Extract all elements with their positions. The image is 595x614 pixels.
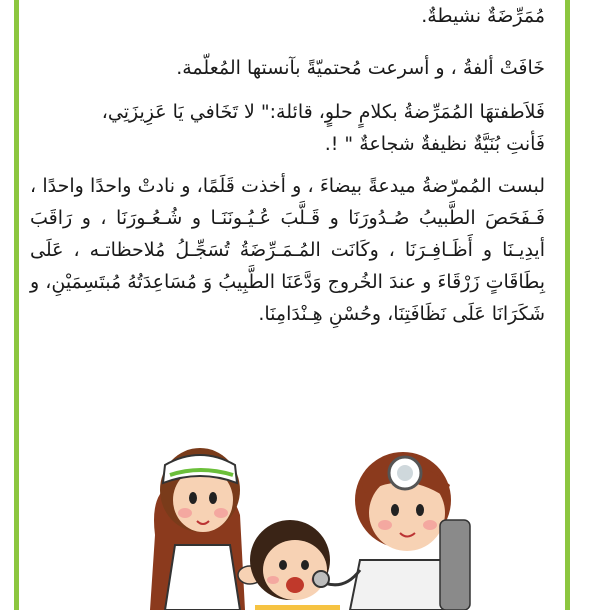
- story-paragraph-2: خَافَتْ ألفةُ ، و أسرعت مُحتميّةً بآنستها المُعلّمة.: [176, 57, 545, 79]
- nurse-figure: [150, 448, 262, 610]
- child-figure: [250, 520, 340, 610]
- head-mirror-icon: [389, 457, 421, 489]
- story-line-top: مُمَرِّضَةٌ نشيطةٌ.: [421, 5, 545, 27]
- page-border-right: [565, 0, 570, 610]
- story-paragraph-4: لبست المُمرّضةُ ميدعةً بيضاءَ ، و أخذت قَلَمًا، و نادتْ واحدًا واحدًا ، فَـفَحَصَ الطَّبيبُ صُـدُورَنَا و قَـلَّبَ عُـيُـونَنَـا و شُـعُـورَنَا ، و رَاقَبَ أيدِيـنَا و أَظَـافِـرَنَا ، وكَانَت المُـمَـرِّضَةُ تُسَجِّـلُ مُلاحظاتـه ، عَلَى بِطَاقَاتٍ زَرْقَاءَ و عندَ الخُروج وَدَّعَنَا الطَّبِيبُ وَ مُسَاعِدَتُهُ مُبتَسِمَيْنِ، و شَكَرَانَا عَلَى نَظَافَتِنَا، وحُسْنِ هِـنْدَامِنَا.: [30, 175, 545, 325]
- clinic-illustration: [145, 365, 471, 610]
- story-paragraph-3-line-2: فَأنتِ بُنَيَّةٌ نظيفةٌ شجاعةٌ " !.: [324, 133, 545, 155]
- story-paragraph-3: [30, 96, 545, 160]
- stethoscope-icon: [313, 570, 360, 587]
- page-border-left: [14, 0, 19, 610]
- illustration-svg: [145, 365, 471, 610]
- story-paragraph-3-line-1: فَلاَطفتهَا المُمَرِّضةُ بكلامٍ حلوٍ، قائلة:" لا تَخَافي يَا عَزِيزَتِي،: [101, 101, 545, 123]
